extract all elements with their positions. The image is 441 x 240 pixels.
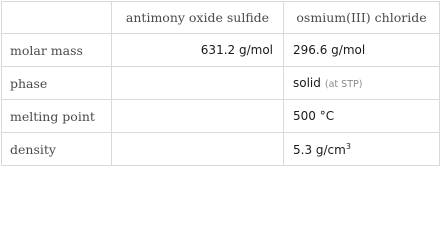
density-osmium-iii-chloride: 5.3 g/cm [293,142,346,157]
table-row-phase [2,67,440,100]
header-row [2,2,440,34]
properties-table [1,1,440,166]
table-row-density [2,133,440,166]
phase-osmium-iii-chloride-cell [284,67,440,100]
density-antimony-oxide-sulfide [112,133,284,166]
density-osmium-iii-chloride-cell [284,133,440,166]
row-label-molar-mass: molar mass [2,34,112,67]
melting-point-osmium-iii-chloride: 500 °C [284,100,440,133]
header-empty-cell [2,2,112,34]
molar-mass-osmium-iii-chloride: 296.6 g/mol [284,34,440,67]
table-row-molar-mass [2,34,440,67]
melting-point-antimony-oxide-sulfide [112,100,284,133]
phase-antimony-oxide-sulfide [112,67,284,100]
density-unit-exponent: 3 [345,141,351,151]
molar-mass-antimony-oxide-sulfide: 631.2 g/mol [112,34,284,67]
header-osmium-iii-chloride: osmium(III) chloride [284,2,440,34]
row-label-phase: phase [2,67,112,100]
phase-osmium-iii-chloride: solid [293,76,321,90]
row-label-density: density [2,133,112,166]
table-row-melting-point [2,100,440,133]
phase-qualifier: (at STP) [324,79,363,90]
row-label-melting-point: melting point [2,100,112,133]
header-antimony-oxide-sulfide: antimony oxide sulfide [112,2,284,34]
